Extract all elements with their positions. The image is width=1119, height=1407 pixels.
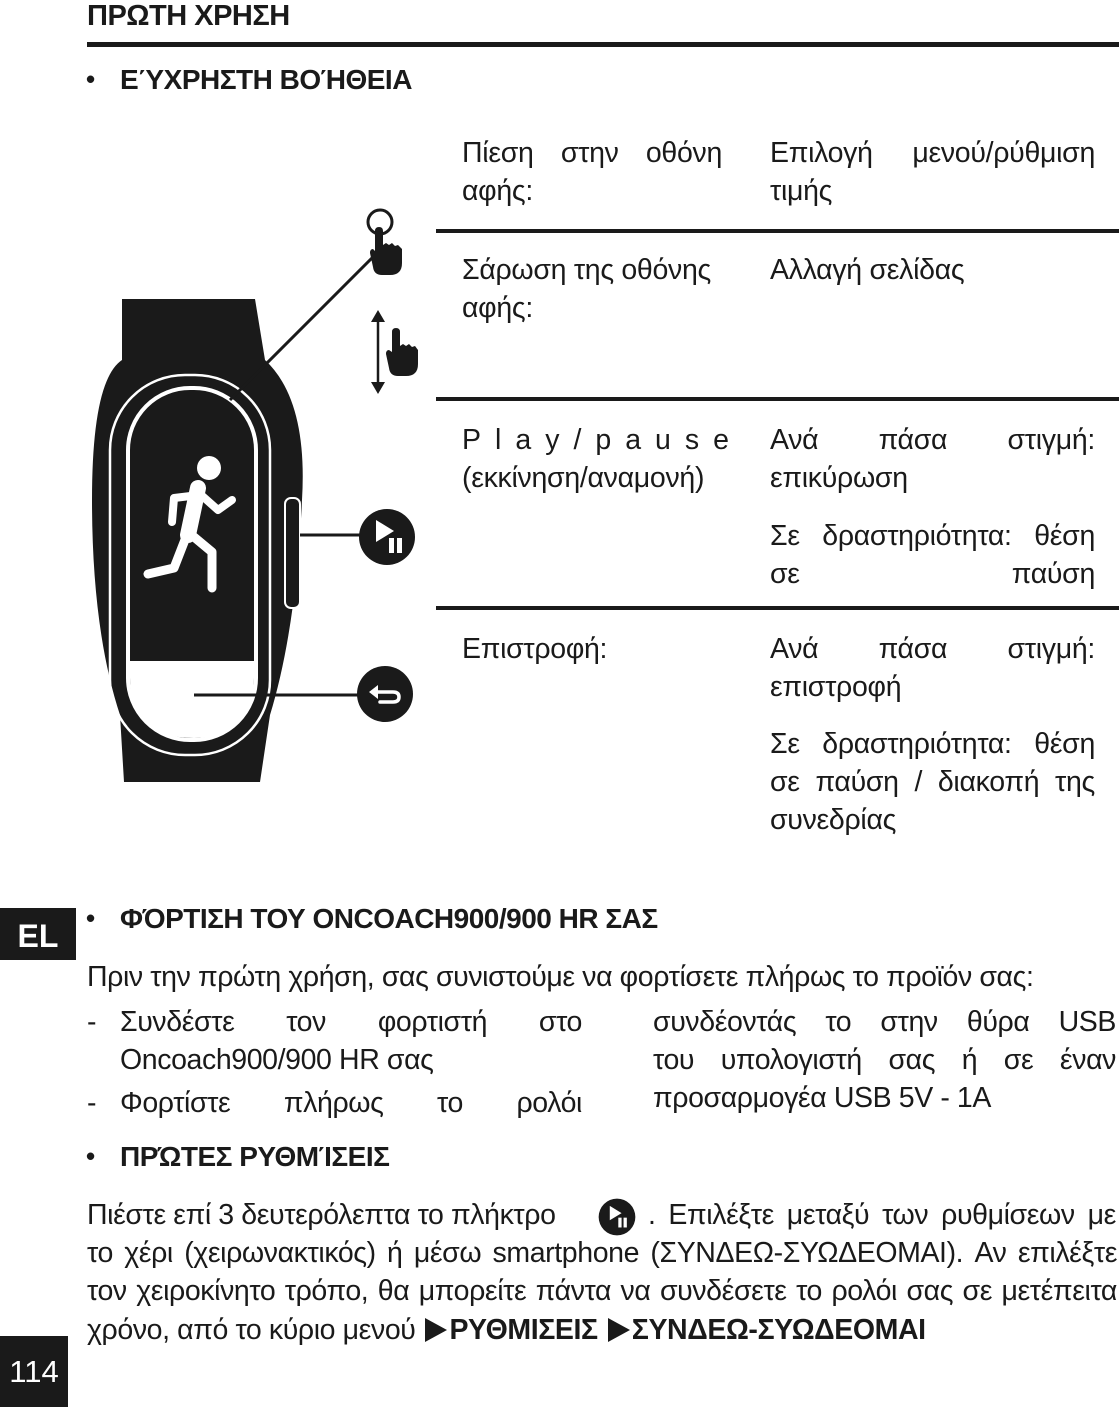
- swipe-hand-icon: [368, 308, 420, 398]
- triangle-arrow-icon: [423, 1317, 449, 1343]
- play-pause-icon: [598, 1198, 636, 1236]
- settings-line-4: [87, 1311, 926, 1349]
- charging-continuation: συνδέοντάς το στην θύρα USB του υπολογιστή σας ή σε έναν προσαρμογέα USB 5V - 1A: [653, 1006, 1116, 1114]
- page-title: ΠΡΩΤΗ ΧΡΗΣΗ: [87, 0, 290, 32]
- menu-path-settings: ΡΥΘΜΙΣΕΙΣ: [449, 1314, 598, 1346]
- page-number: 114: [0, 1336, 68, 1407]
- settings-line-1b: . Επιλέξτε μεταξύ των ρυθμίσεων με: [648, 1199, 1116, 1231]
- row-4-action: Επιστροφή:: [462, 633, 608, 665]
- section-heading-usage: ΕΎΧΡΗΣΤΗ ΒΟΉΘΕΙΑ: [120, 64, 412, 95]
- step-dash: -: [87, 1087, 97, 1119]
- row-1-result: Επιλογή μενού/ρύθμιση τιμής: [770, 137, 1095, 207]
- charging-intro: Πριν την πρώτη χρήση, σας συνιστούμε να φορτίσετε πλήρως το προϊόν σας:: [87, 961, 1034, 993]
- table-row-divider: [436, 229, 1119, 233]
- settings-line-2: το χέρι (χειρωνακτικός) ή μέσω smartphone (ΣΥΝΔΕΩ-ΣΥΩΔΕΟΜΑΙ). Αν επιλέξτε: [87, 1237, 1117, 1269]
- row-2-result: Αλλαγή σελίδας: [770, 254, 965, 286]
- settings-line-3: τον χειροκίνητο τρόπο, θα μπορείτε πάντα να συνδέσετε το ρολόι σας σε μετέπειτα: [87, 1275, 1117, 1307]
- charging-step-1: Συνδέστε τον φορτιστή στο Oncoach900/900 HR σας: [120, 1006, 582, 1076]
- row-4-result-1: Ανά πάσα στιγμή: επιστροφή: [770, 633, 1095, 703]
- settings-line-1a: Πιέστε επί 3 δευτερόλεπτα το πλήκτρο: [87, 1199, 556, 1231]
- section-heading-charging: ΦΌΡΤΙΣΗ ΤΟΥ ONCOACH900/900 HR ΣΑΣ: [120, 903, 658, 934]
- settings-line-4-text: χρόνο, από το κύριο μενού: [87, 1314, 416, 1346]
- touch-hand-icon: [362, 205, 406, 277]
- play-pause-icon: [358, 508, 416, 566]
- bullet-usage: •: [86, 64, 96, 94]
- row-1-action: Πίεση στην οθόνη αφής:: [462, 137, 722, 207]
- charging-step-2: Φορτίστε πλήρως το ρολόι: [120, 1087, 582, 1119]
- triangle-arrow-icon: [606, 1317, 632, 1343]
- bullet-settings: •: [86, 1141, 96, 1171]
- title-divider: [87, 42, 1119, 47]
- bullet-charging: •: [86, 903, 96, 933]
- back-arrow-icon: [356, 665, 414, 723]
- row-2-action: Σάρωση της οθόνης αφής:: [462, 254, 711, 324]
- row-4-result-2: Σε δραστηριότητα: θέση σε παύση / διακοπή της συνεδρίας: [770, 728, 1095, 836]
- section-heading-settings: ΠΡΏΤΕΣ ΡΥΘΜΊΣΕΙΣ: [120, 1141, 390, 1172]
- row-3-result-1: Ανά πάσα στιγμή: επικύρωση: [770, 424, 1095, 494]
- row-3-result-2: Σε δραστηριότητα: θέση σε παύση: [770, 520, 1095, 590]
- language-tab: EL: [0, 908, 76, 960]
- row-3-action: Play/pause (εκκίνηση/αναμονή): [462, 424, 744, 494]
- menu-path-connect: ΣΥΝΔΕΩ-ΣΥΩΔΕΟΜΑΙ: [631, 1314, 926, 1346]
- table-row-divider: [436, 397, 1119, 401]
- table-row-divider: [436, 606, 1119, 610]
- step-dash: -: [87, 1006, 97, 1038]
